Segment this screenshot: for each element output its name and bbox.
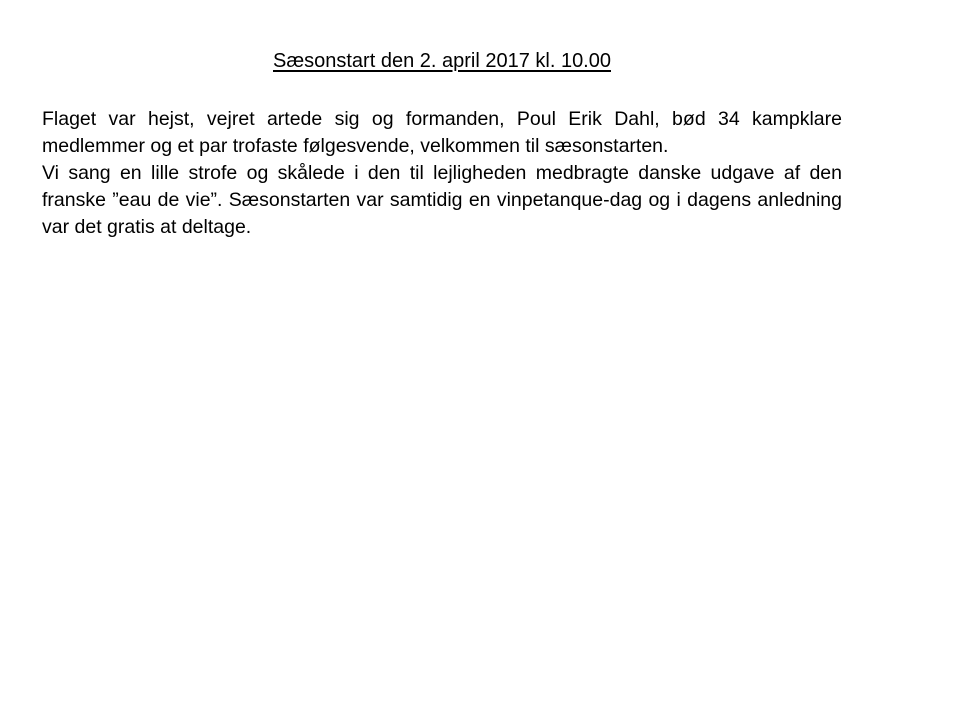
slide-title: Sæsonstart den 2. april 2017 kl. 10.00 bbox=[273, 50, 611, 72]
body-text bbox=[42, 106, 842, 241]
paragraph-toast: Vi sang en lille strofe og skålede i den til lejligheden medbragte danske udgave af den franske ”eau de vie”. Sæsonstarten var samtidig en vinpetanque-dag og i dagens anledning var det gratis at deltage. bbox=[42, 162, 842, 238]
paragraph-welcome: Flaget var hejst, vejret artede sig og formanden, Poul Erik Dahl, bød 34 kampklare medlemmer og et par trofaste følgesvende, velkommen til sæsonstarten. bbox=[42, 108, 842, 157]
